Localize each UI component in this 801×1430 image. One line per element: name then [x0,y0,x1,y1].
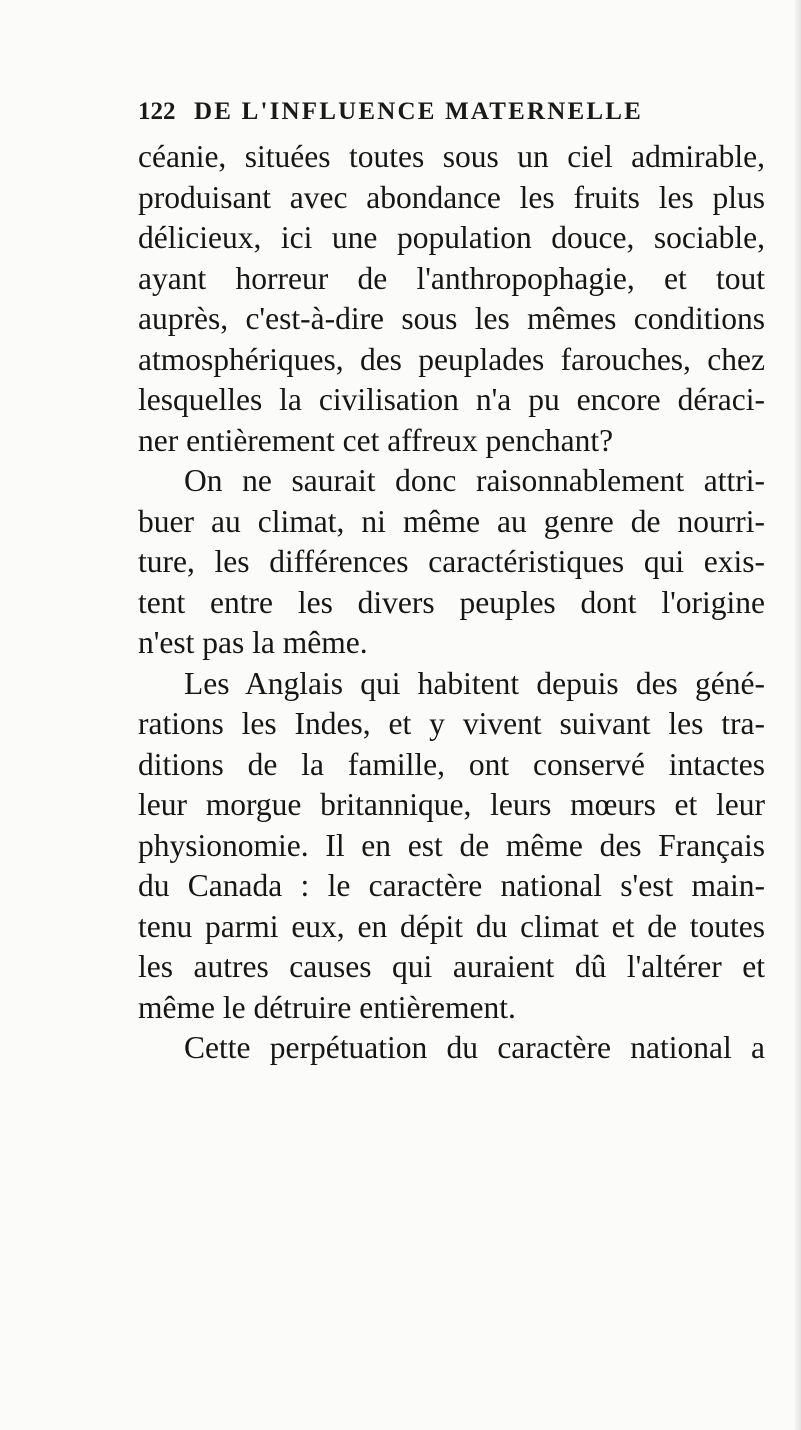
text-line: lesquelles la civilisation n'a pu encore déraci- [138,382,765,417]
text-line: céanie, situées toutes sous un ciel admirable, [138,139,765,174]
page-edge-shadow [795,0,801,1430]
running-title: DE L'INFLUENCE MATERNELLE [194,98,644,125]
text-line: atmosphériques, des peuplades farouches, chez [138,341,765,377]
text-line: délicieux, ici une population douce, sociable, [138,220,765,255]
text-line: ditions de la famille, ont conservé intactes [138,746,765,782]
text-line: auprès, c'est-à-dire sous les mêmes conditions [138,301,765,336]
text-line: On ne saurait donc raisonnablement attri- [184,463,765,498]
text-line: ayant horreur de l'anthropophagie, et tout [138,260,765,296]
body-text [138,137,765,1069]
text-line: tent entre les divers peuples dont l'origine [138,584,765,620]
page-number: 122 [138,98,176,125]
text-line: même le détruire entièrement. [138,989,516,1025]
text-line: rations les Indes, et y vivent suivant les tra- [138,706,765,741]
text-line: physionomie. Il en est de même des Français [138,827,765,863]
text-line: ture, les différences caractéristiques qui exis- [138,544,765,579]
text-line: les autres causes qui auraient dû l'altérer et [138,949,765,984]
text-line: Cette perpétuation du caractère national a [184,1030,765,1065]
text-line: tenu parmi eux, en dépit du climat et de toutes [138,908,765,944]
text-line: buer au climat, ni même au genre de nourri- [138,503,765,539]
running-header [138,92,738,132]
text-line: ner entièrement cet affreux penchant? [138,422,614,458]
text-line: produisant avec abondance les fruits les plus [138,179,765,215]
text-line: n'est pas la même. [138,625,368,660]
text-line: Les Anglais qui habitent depuis des géné- [184,665,765,701]
text-line: du Canada : le caractère national s'est main- [138,868,765,903]
text-line: leur morgue britannique, leurs mœurs et leur [138,787,765,822]
